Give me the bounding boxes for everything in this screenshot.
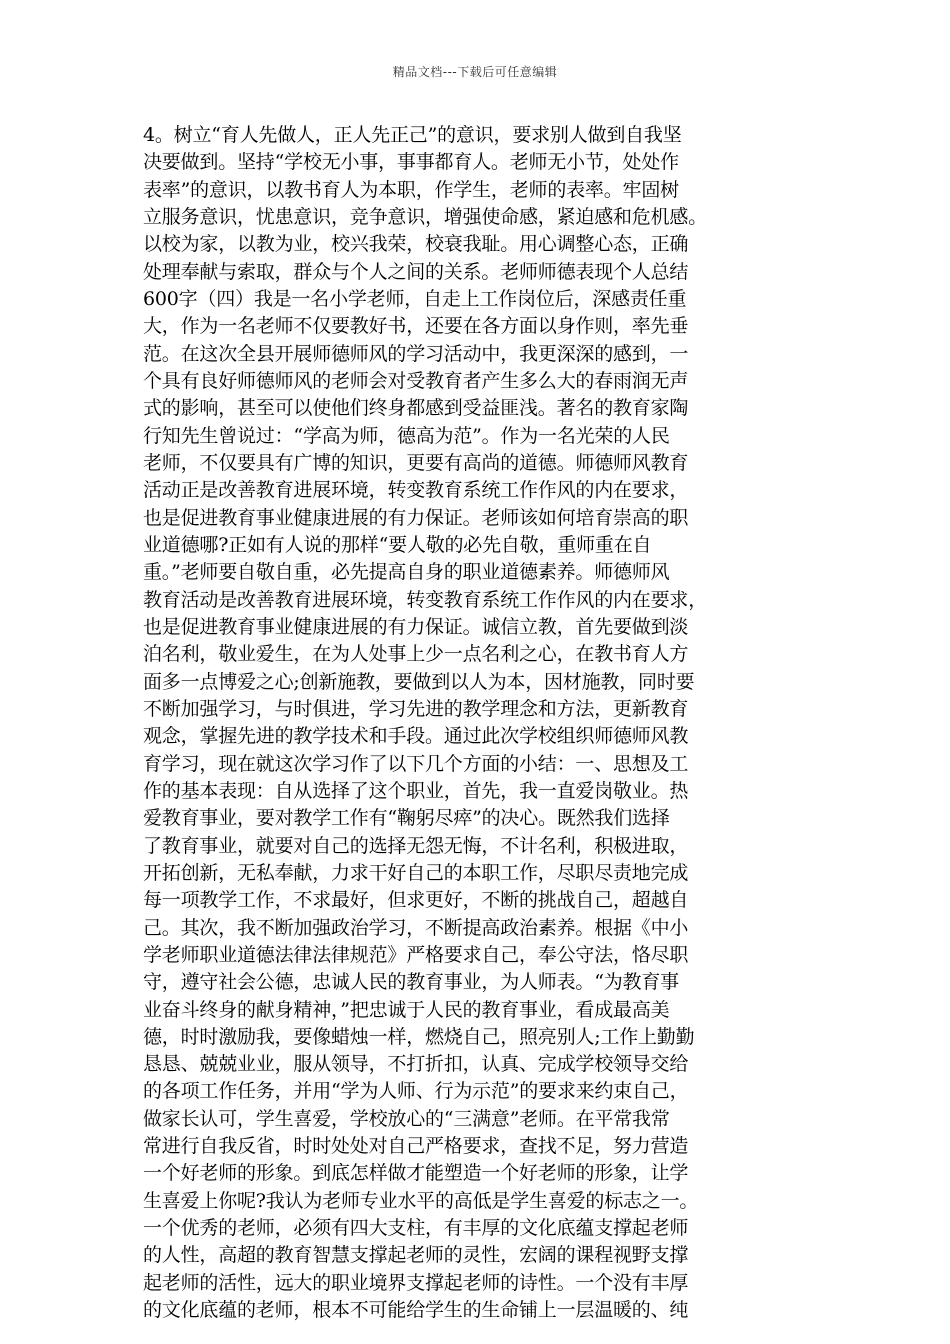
text-line: 泊名利，敬业爱生，在为人处事上少一点名利之心，在教书育人方	[143, 643, 689, 666]
text-line: 决要做到。坚持“学校无小事，事事都育人。老师无小节，处处作	[143, 151, 679, 174]
text-line: 作的基本表现：自从选择了这个职业，首先，我一直爱岗敬业。热	[143, 779, 689, 802]
text-line: 行知先生曾说过：“学高为师，德高为范”。作为一名光荣的人民	[143, 424, 670, 447]
text-line: 活动正是改善教育进展环境，转变教育系统工作作风的内在要求，	[143, 479, 689, 502]
text-line: 爱教育事业，要对教学工作有“鞠躬尽瘁”的决心。既然我们选择	[143, 807, 670, 830]
text-line: 的人性，高超的教育智慧支撑起老师的灵性，宏阔的课程视野支撑	[143, 1244, 689, 1267]
text-line: 大，作为一名老师不仅要教好书，还要在各方面以身作则，率先垂	[143, 315, 689, 338]
text-line: 的文化底蕴的老师，根本不可能给学生的生命铺上一层温暖的、纯	[143, 1299, 689, 1322]
text-line: 也是促进教育事业健康进展的有力保证。诚信立教，首先要做到淡	[143, 615, 689, 638]
text-line: 以校为家，以教为业，校兴我荣，校衰我耻。用心调整心态，正确	[143, 233, 689, 256]
text-line: 育学习，现在就这次学习作了以下几个方面的小结：一、思想及工	[143, 752, 689, 775]
text-line: 守，遵守社会公德，忠诚人民的教育事业，为人师表。“为教育事	[143, 971, 679, 994]
text-line: 观念，掌握先进的教学技术和手段。通过此次学校组织师德师风教	[143, 725, 689, 748]
text-line: 恳恳、兢兢业业，服从领导，不打折扣，认真、完成学校领导交给	[143, 1053, 689, 1076]
text-line: 600字（四）我是一名小学老师，自走上工作岗位后，深感责任重	[143, 287, 687, 310]
page-header: 精品文档---下载后可任意编辑	[392, 65, 558, 79]
text-line: 生喜爱上你呢?我认为老师专业水平的高低是学生喜爱的标志之一。	[143, 1189, 699, 1212]
text-line: 每一项教学工作，不求最好，但求更好，不断的挑战自己，超越自	[143, 889, 689, 912]
text-line: 开拓创新，无私奉献，力求干好自己的本职工作，尽职尽责地完成	[143, 861, 689, 884]
text-line: 己。其次，我不断加强政治学习，不断提高政治素养。根据《中小	[143, 916, 689, 939]
text-line: 重。”老师要自敬自重，必先提高自身的职业道德素养。师德师风	[143, 561, 670, 584]
text-line: 常进行自我反省，时时处处对自己严格要求，查找不足，努力营造	[143, 1135, 689, 1158]
text-line: 老师，不仅要具有广博的知识，更要有高尚的道德。师德师风教育	[143, 451, 689, 474]
text-line: 业道德哪?正如有人说的那样“要人敬的必先自敬，重师重在自	[143, 533, 652, 556]
text-line: 业奋斗终身的献身精神，”把忠诚于人民的教育事业，看成最高美	[143, 998, 670, 1021]
text-line: 个具有良好师德师风的老师会对受教育者产生多么大的春雨润无声	[143, 369, 689, 392]
text-line: 的各项工作任务，并用“学为人师、行为示范”的要求来约束自己，	[143, 1080, 689, 1103]
text-line: 一个好老师的形象。到底怎样做才能塑造一个好老师的形象，让学	[143, 1162, 689, 1185]
text-line: 德，时时激励我，要像蜡烛一样，燃烧自己，照亮别人;工作上勤勤	[143, 1025, 695, 1048]
body-paragraph	[143, 122, 811, 1324]
text-line: 式的影响，甚至可以使他们终身都感到受益匪浅。著名的教育家陶	[143, 397, 689, 420]
text-line: 立服务意识，忧患意识，竞争意识，增强使命感，紧迫感和危机感。	[143, 205, 708, 228]
text-line: 表率”的意识，以教书育人为本职，作学生，老师的表率。牢固树	[143, 178, 679, 201]
text-line: 不断加强学习，与时俱进，学习先进的教学理念和方法，更新教育	[143, 697, 689, 720]
text-line: 也是促进教育事业健康进展的有力保证。老师该如何培育崇高的职	[143, 506, 689, 529]
text-line: 做家长认可，学生喜爱，学校放心的“三满意”老师。在平常我常	[143, 1107, 670, 1130]
text-line: 了教育事业，就要对自己的选择无怨无悔，不计名利，积极进取，	[143, 834, 689, 857]
text-line: 范。在这次全县开展师德师风的学习活动中，我更深深的感到，一	[143, 342, 689, 365]
text-line: 学老师职业道德法律法律规范》严格要求自己，奉公守法，恪尽职	[143, 943, 689, 966]
text-line: 面多一点博爱之心;创新施教，要做到以人为本，因材施教，同时要	[143, 670, 695, 693]
text-line: 一个优秀的老师，必须有四大支柱，有丰厚的文化底蕴支撑起老师	[143, 1217, 689, 1240]
text-line: 起老师的活性，远大的职业境界支撑起老师的诗性。一个没有丰厚	[143, 1271, 689, 1294]
text-line: 处理奉献与索取，群众与个人之间的关系。老师师德表现个人总结	[143, 260, 689, 283]
text-line: 4。树立“育人先做人，正人先正己”的意识，要求别人做到自我坚	[143, 124, 682, 146]
text-line: 教育活动是改善教育进展环境，转变教育系统工作作风的内在要求，	[143, 588, 708, 611]
